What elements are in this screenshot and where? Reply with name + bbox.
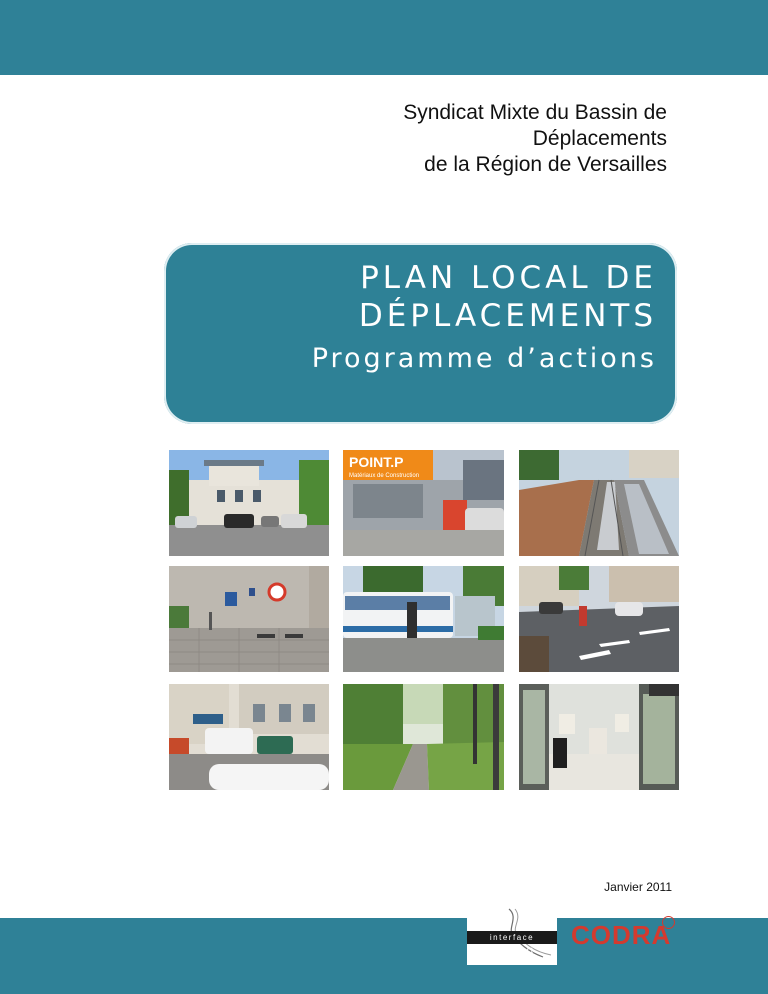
top-color-band [0,0,768,75]
interface-transport-text: interface transport [467,931,557,944]
photo-bike-parking-wall [169,566,329,672]
photo-street-cyclist [519,566,679,672]
codra-logo: CODRA [571,920,672,950]
interface-transport-logo [467,905,557,965]
organization-name [247,100,667,178]
point-p-sub-text: Matériaux de Construction [349,473,420,479]
title-subtitle: Programme d’actions [311,343,657,374]
publication-date: Janvier 2011 [604,880,672,894]
org-line-2: Déplacements [532,127,667,150]
point-p-sign-text: POINT.P [349,454,404,470]
photo-train-station-building [169,450,329,556]
photo-railway-tracks [519,450,679,556]
photo-bus-stop [343,566,504,672]
photo-point-p-shop [343,450,504,556]
title-line-2: DÉPLACEMENTS [358,298,657,334]
org-line-3: de la Région de Versailles [424,153,667,176]
photo-town-street-cars [169,684,329,790]
codra-registered-icon [662,916,675,929]
photo-green-path [343,684,504,790]
org-line-1: Syndicat Mixte du Bassin de [403,101,667,124]
title-box [164,243,677,424]
title-line-1: PLAN LOCAL DE [360,260,657,296]
photo-station-interior [519,684,679,790]
